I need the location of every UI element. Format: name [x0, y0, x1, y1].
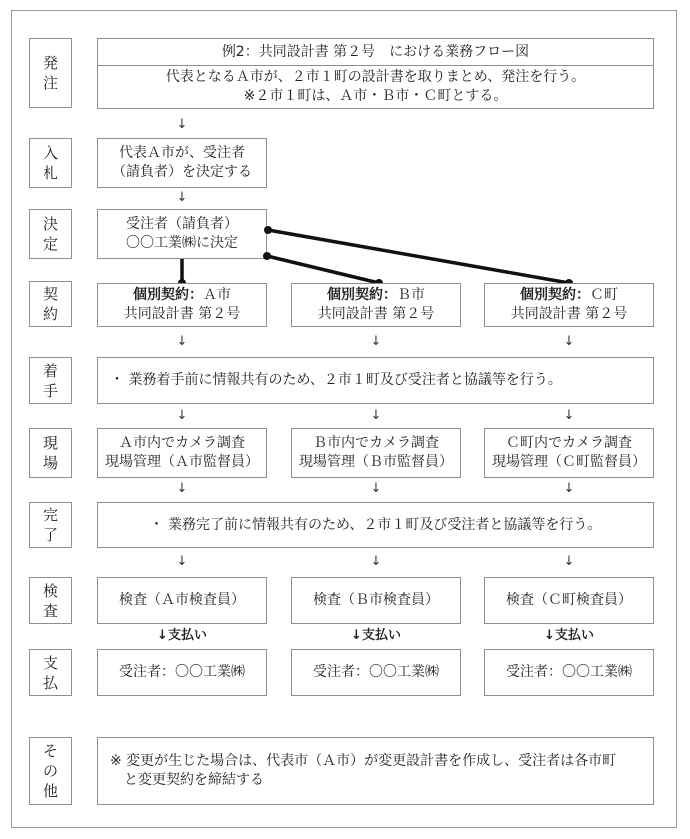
- payment-arrow-label: ↓支払い: [351, 628, 401, 643]
- payment-arrow-label: ↓支払い: [157, 628, 207, 643]
- other-line-2: と変更契約を締結する: [124, 772, 264, 788]
- bid-line-1: 代表Ａ市が、受注者: [119, 145, 245, 161]
- contract-city: Ｂ市: [397, 287, 425, 303]
- connector-line-c: [268, 230, 569, 283]
- inspection-text: 検査（Ｂ市検査員）: [313, 592, 439, 608]
- stage-char: 査: [42, 601, 58, 620]
- contract-title: [133, 286, 231, 305]
- arrow-down-icon: ↓: [176, 334, 188, 349]
- arrow-down-icon: ↓: [176, 554, 188, 569]
- stage-char: 注: [42, 74, 58, 92]
- arrow-down-icon: ↓: [176, 117, 188, 132]
- contract-doc: 共同設計書 第２号: [510, 306, 628, 322]
- stage-char: 入: [42, 144, 58, 162]
- contract-label: 個別契約：: [520, 287, 590, 303]
- arrow-down-icon: ↓: [370, 408, 382, 423]
- site-line-1: Ｂ市内でカメラ調査: [313, 435, 439, 451]
- contract-box-b: [291, 283, 461, 327]
- stage-char: 完: [42, 506, 58, 524]
- payment-text: 受注者：〇〇工業㈱: [119, 664, 245, 680]
- other-line-1: ※ 変更が生じた場合は、代表市（Ａ市）が変更設計書を作成し、受注者は各市町: [110, 753, 617, 769]
- contract-box-c: [484, 283, 654, 327]
- other-note-box: [97, 737, 654, 805]
- flow-title: 例2：共同設計書 第２号 における業務フロー図: [221, 43, 530, 60]
- arrow-down-icon: ↓: [176, 190, 188, 205]
- finish-note: ・ 業務完了前に情報共有のため、２市１町及び受注者と協議等を行う。: [149, 516, 602, 533]
- stage-char: そ: [42, 742, 58, 760]
- stage-char: 他: [42, 782, 58, 800]
- contract-box-a: [97, 283, 267, 327]
- stage-char: の: [42, 762, 58, 780]
- site-line-2: 現場管理（Ｃ町監督員）: [492, 454, 646, 470]
- stage-char: 現: [42, 434, 58, 452]
- connector-line-b: [267, 256, 379, 283]
- inspection-box-b: [291, 577, 461, 624]
- contract-city: Ａ市: [203, 287, 231, 303]
- site-line-1: Ａ市内でカメラ調査: [119, 435, 245, 451]
- stage-char: 約: [42, 305, 58, 323]
- inspection-box-a: [97, 577, 267, 624]
- site-line-1: Ｃ町内でカメラ調査: [506, 435, 632, 451]
- contract-label: 個別契約：: [327, 287, 397, 303]
- contract-city: Ｃ町: [590, 287, 618, 303]
- arrow-down-icon: ↓: [370, 554, 382, 569]
- stage-char: 了: [42, 526, 58, 544]
- bid-line-2: （請負者）を決定する: [112, 164, 252, 180]
- contract-title: [520, 286, 618, 305]
- payment-arrow-label: ↓支払い: [544, 628, 594, 643]
- decision-line-2: 〇〇工業㈱に決定: [126, 235, 238, 251]
- arrow-down-icon: ↓: [176, 408, 188, 423]
- contract-doc: 共同設計書 第２号: [123, 306, 241, 322]
- arrow-down-icon: ↓: [176, 481, 188, 496]
- arrow-down-icon: ↓: [563, 481, 575, 496]
- connector-dot: [264, 226, 272, 234]
- start-note-box: [97, 357, 654, 404]
- stage-char: 手: [42, 381, 58, 400]
- payment-box-a: [97, 649, 267, 696]
- site-box-c: [484, 428, 654, 478]
- payment-box-b: [291, 649, 461, 696]
- arrow-down-icon: ↓: [563, 408, 575, 423]
- stage-char: 札: [42, 164, 58, 182]
- stage-char: 契: [42, 285, 58, 303]
- payment-box-c: [484, 649, 654, 696]
- stage-char: 検: [42, 581, 58, 600]
- arrow-down-icon: ↓: [370, 334, 382, 349]
- contract-doc: 共同設計書 第２号: [317, 306, 435, 322]
- start-note: ・ 業務着手前に情報共有のため、２市１町及び受注者と協議等を行う。: [110, 372, 562, 388]
- payment-text: 受注者：〇〇工業㈱: [506, 664, 632, 680]
- order-line-1: 代表となるＡ市が、２市１町の設計書を取りまとめ、発注を行う。: [165, 69, 586, 85]
- stage-char: 支: [42, 653, 58, 672]
- contract-title: [327, 286, 425, 305]
- site-line-2: 現場管理（Ｂ市監督員）: [299, 454, 453, 470]
- decision-line-1: 受注者（請負者）: [126, 216, 238, 232]
- site-box-a: [97, 428, 267, 478]
- site-line-2: 現場管理（Ａ市監督員）: [105, 454, 259, 470]
- stage-char: 場: [42, 454, 58, 472]
- stage-char: 払: [42, 673, 58, 692]
- connector-dot: [263, 252, 271, 260]
- finish-note-box: [97, 502, 654, 548]
- stage-char: 発: [42, 54, 58, 72]
- inspection-text: 検査（Ａ市検査員）: [119, 592, 245, 608]
- stage-char: 着: [42, 361, 58, 380]
- arrow-down-icon: ↓: [370, 481, 382, 496]
- stage-char: 定: [42, 235, 58, 253]
- stage-char: 決: [42, 215, 58, 233]
- site-box-b: [291, 428, 461, 478]
- inspection-text: 検査（Ｃ町検査員）: [506, 592, 632, 608]
- arrow-down-icon: ↓: [563, 554, 575, 569]
- arrow-down-icon: ↓: [563, 334, 575, 349]
- payment-text: 受注者：〇〇工業㈱: [313, 664, 439, 680]
- contract-label: 個別契約：: [133, 287, 203, 303]
- order-line-2: ※２市１町は、Ａ市・Ｂ市・Ｃ町とする。: [243, 88, 508, 104]
- inspection-box-c: [484, 577, 654, 624]
